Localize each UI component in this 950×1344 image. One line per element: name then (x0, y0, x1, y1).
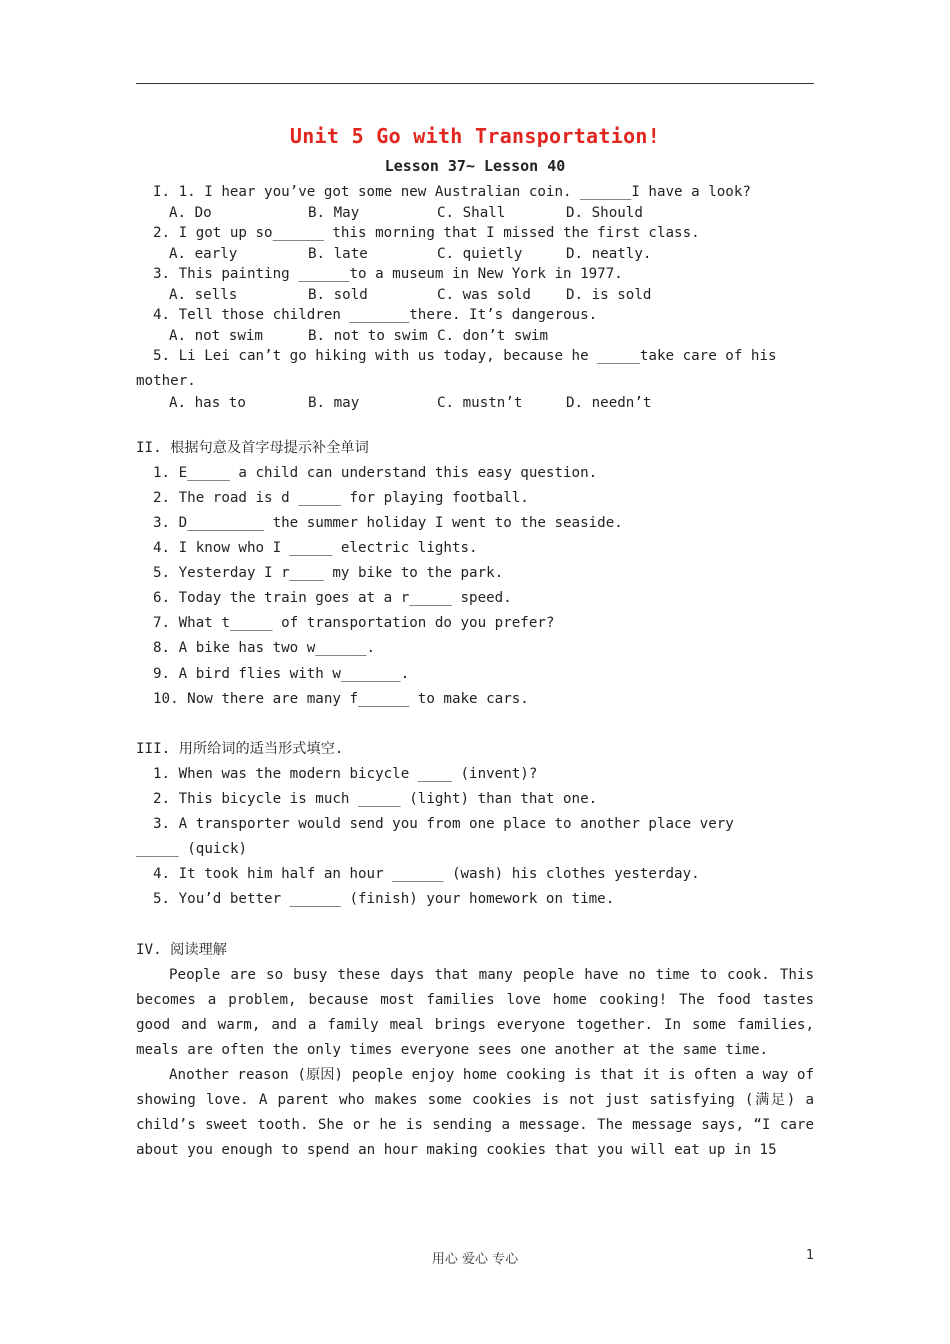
page-number: 1 (806, 1248, 815, 1263)
option: A. Do (169, 205, 212, 222)
list-item: 2. This bicycle is much _____ (light) than that one. (153, 790, 598, 807)
list-item: 8. A bike has two w______. (153, 640, 376, 657)
list-item: 5. Yesterday I r____ my bike to the park. (153, 565, 504, 582)
header-rule (136, 83, 814, 84)
option: C. was sold (437, 287, 531, 304)
list-item: 6. Today the train goes at a r_____ speed. (153, 590, 512, 607)
option: C. don’t swim (437, 328, 549, 345)
option: A. sells (169, 287, 238, 304)
question-1: I. 1. I hear you’ve got some new Australian coin. ______I have a look? (153, 184, 751, 200)
question-1-options (136, 205, 814, 221)
option: D. neatly. (566, 246, 652, 263)
option: B. may (308, 394, 360, 411)
option: D. is sold (566, 287, 652, 304)
reading-paragraph-1: People are so busy these days that many people have no time to cook. This becomes a problem, because most families love home cooking! The food tastes good and warm, and a family meal brings everyone together. In some families, meals are often the only times everyone sees one another at the same time. (136, 966, 814, 1058)
option: B. sold (308, 287, 368, 304)
list-item: 9. A bird flies with w_______. (153, 665, 410, 682)
section-3-heading: III. 用所给词的适当形式填空. (136, 740, 344, 757)
option: C. Shall (437, 205, 506, 222)
option: C. mustn’t (437, 394, 523, 411)
option: D. needn’t (566, 394, 652, 411)
list-item: 7. What t_____ of transportation do you prefer? (153, 615, 555, 632)
section-2-heading: II. 根据句意及首字母提示补全单词 (136, 439, 369, 456)
option: B. late (308, 246, 368, 263)
list-item: 5. You’d better ______ (finish) your homework on time. (153, 891, 615, 908)
option: B. May (308, 205, 360, 222)
list-item: 3. D_________ the summer holiday I went to the seaside. (153, 514, 623, 531)
question-3: 3. This painting ______to a museum in New York in 1977. (153, 266, 623, 283)
list-item: 1. E_____ a child can understand this easy question. (153, 464, 598, 481)
question-3-options (136, 287, 814, 303)
option: A. not swim (169, 328, 263, 345)
list-item-continued: _____ (quick) (136, 841, 248, 858)
list-item: 3. A transporter would send you from one place to another place very (153, 816, 734, 833)
question-4: 4. Tell those children _______there. It’s dangerous. (153, 307, 598, 324)
list-item: 1. When was the modern bicycle ____ (invent)? (153, 765, 538, 782)
worksheet-body (136, 180, 814, 1163)
question-5-continued: mother. (136, 373, 196, 390)
option: B. not to swim (308, 328, 428, 345)
option: C. quietly (437, 246, 523, 263)
lesson-subtitle: Lesson 37~ Lesson 40 (384, 157, 566, 175)
list-item: 10. Now there are many f______ to make cars. (153, 690, 529, 707)
question-4-options (136, 328, 814, 344)
document-title: Unit 5 Go with Transportation! (289, 124, 661, 148)
option: A. early (169, 246, 238, 263)
question-2-options (136, 246, 814, 262)
page-footer: 用心 爱心 专心 (431, 1252, 519, 1267)
option: A. has to (169, 394, 246, 411)
list-item: 2. The road is d _____ for playing football. (153, 489, 529, 506)
list-item: 4. It took him half an hour ______ (wash) his clothes yesterday. (153, 866, 700, 883)
section-4-heading: IV. 阅读理解 (136, 941, 227, 958)
question-5: 5. Li Lei can’t go hiking with us today, because he _____take care of his (153, 348, 777, 365)
question-5-options (136, 395, 814, 411)
reading-paragraph-2: Another reason (原因) people enjoy home cooking is that it is often a way of showing love. A parent who makes some cookies is not just satisfying (满足) a child’s sweet tooth. She or he is sending a message. The message says, “I care about you enough to spend an hour making cookies that you will eat up in 15 (136, 1067, 814, 1159)
list-item: 4. I know who I _____ electric lights. (153, 540, 478, 557)
question-2: 2. I got up so______ this morning that I missed the first class. (153, 225, 700, 242)
option: D. Should (566, 205, 643, 222)
